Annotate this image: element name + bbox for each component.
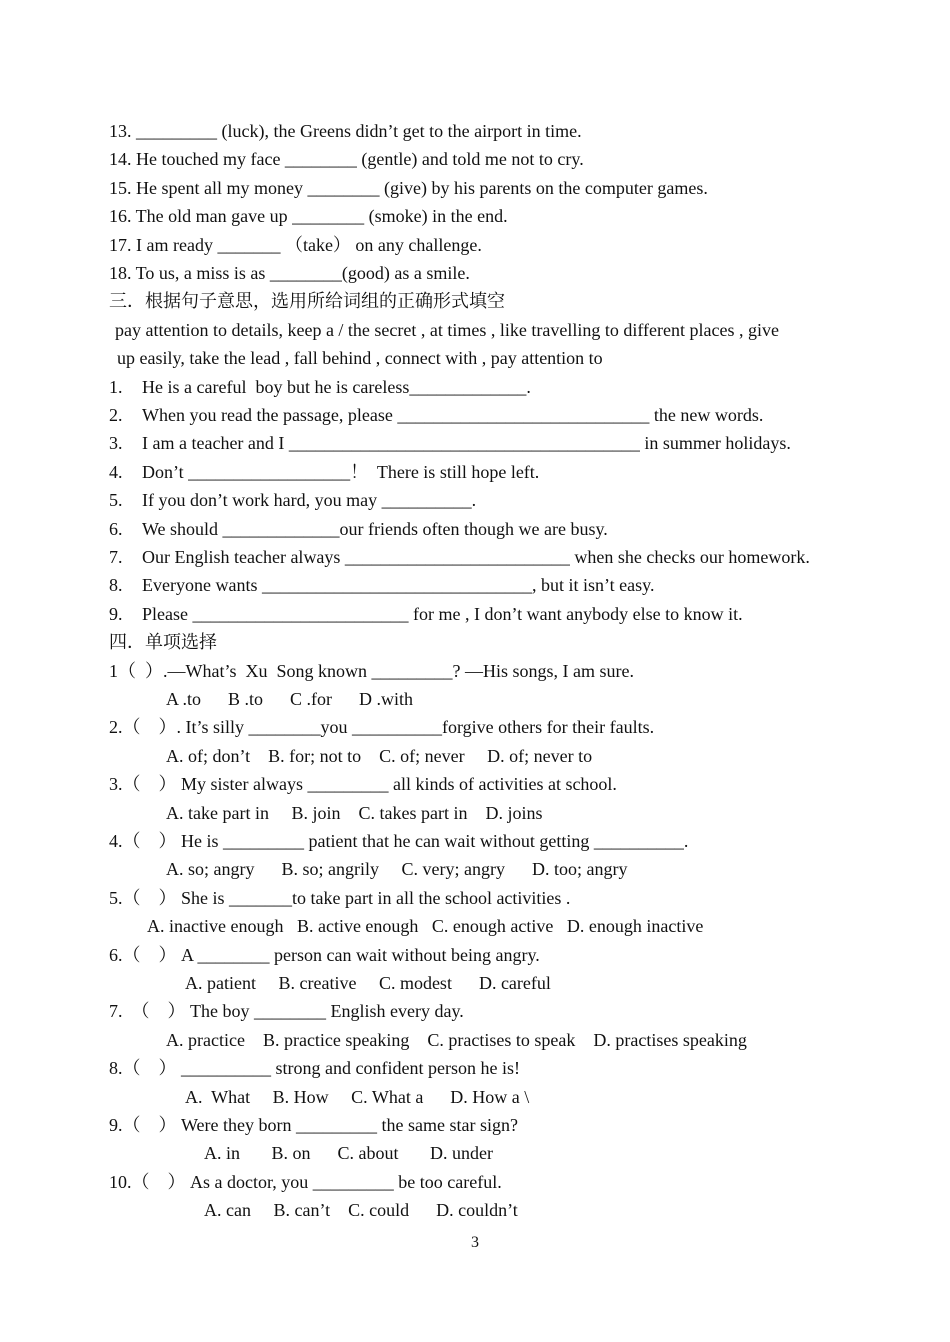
question-options: A. in B. on C. about D. under [204, 1143, 493, 1163]
exercise-line: 13. _________ (luck), the Greens didn’t get to the airport in time. [109, 121, 582, 141]
exercise-line: 14. He touched my face ________ (gentle) and told me not to cry. [109, 149, 584, 169]
page-number: 3 [471, 1234, 479, 1251]
item-number: 8. [109, 575, 123, 595]
exercise-line: 17. I am ready _______ （take） on any challenge. [109, 235, 482, 255]
fill-in-item [109, 603, 743, 625]
exercise-line: 16. The old man gave up ________ (smoke) in the end. [109, 206, 508, 226]
question-stem: 10.（ ） As a doctor, you _________ be too careful. [109, 1172, 502, 1192]
section-heading: 三．根据句子意思，选用所给词组的正确形式填空 [109, 291, 505, 311]
item-text: Don’t __________________！ There is still hope left. [142, 462, 540, 482]
item-text: I am a teacher and I _______________________________________ in summer holidays. [142, 433, 791, 453]
fill-in-item [109, 574, 654, 596]
question-options: A .to B .to C .for D .with [166, 689, 414, 709]
question-stem: 4.（ ） He is _________ patient that he can wait without getting __________. [109, 831, 689, 851]
item-number: 6. [109, 519, 123, 539]
question-options: A. practice B. practice speaking C. practises to speak D. practises speaking [166, 1030, 747, 1050]
section-heading: 四．单项选择 [109, 632, 217, 652]
item-text: Our English teacher always _________________________ when she checks our homework. [142, 547, 810, 567]
item-number: 1. [109, 377, 123, 397]
exercise-line: 18. To us, a miss is as ________(good) as a smile. [109, 263, 470, 283]
question-stem: 6.（ ） A ________ person can wait without being angry. [109, 945, 540, 965]
question-options: A. patient B. creative C. modest D. careful [185, 973, 551, 993]
question-stem: 9.（ ） Were they born _________ the same star sign? [109, 1115, 518, 1135]
question-options: A. inactive enough B. active enough C. enough active D. enough inactive [147, 916, 704, 936]
question-stem: 2.（ ）. It’s silly ________you __________forgive others for their faults. [109, 717, 655, 737]
question-stem: 5.（ ） She is _______to take part in all the school activities . [109, 888, 571, 908]
item-text: Please ________________________ for me , I don’t want anybody else to know it. [142, 604, 743, 624]
item-number: 2. [109, 405, 123, 425]
item-number: 5. [109, 490, 123, 510]
question-options: A. can B. can’t C. could D. couldn’t [204, 1200, 518, 1220]
fill-in-item [109, 489, 476, 511]
fill-in-item [109, 376, 531, 398]
item-number: 7. [109, 547, 123, 567]
question-options: A. What B. How C. What a D. How a \ [185, 1087, 530, 1107]
question-options: A. take part in B. join C. takes part in D. joins [166, 803, 543, 823]
exercise-line: 15. He spent all my money ________ (give) by his parents on the computer games. [109, 178, 708, 198]
item-text: Everyone wants ______________________________, but it isn’t easy. [142, 575, 655, 595]
item-number: 3. [109, 433, 123, 453]
item-number: 4. [109, 462, 123, 482]
question-stem: 1（ ）.—What’s Xu Song known _________? —His songs, I am sure. [109, 661, 634, 681]
item-text: He is a careful boy but he is careless_____________. [142, 377, 531, 397]
fill-in-item [109, 432, 791, 454]
item-number: 9. [109, 604, 123, 624]
item-text: If you don’t work hard, you may __________. [142, 490, 477, 510]
item-text: When you read the passage, please ____________________________ the new words. [142, 405, 764, 425]
fill-in-item [109, 518, 608, 540]
question-options: A. of; don’t B. for; not to C. of; never D. of; never to [166, 746, 593, 766]
question-options: A. so; angry B. so; angrily C. very; angry D. too; angry [166, 859, 628, 879]
question-stem: 8.（ ） __________ strong and confident person he is! [109, 1058, 520, 1078]
phrase-bank: pay attention to details, keep a / the secret , at times , like travelling to different places , give [115, 320, 779, 340]
fill-in-item [109, 461, 539, 483]
item-text: We should _____________our friends often though we are busy. [142, 519, 608, 539]
fill-in-item [109, 404, 763, 426]
fill-in-item [109, 546, 810, 568]
phrase-bank: up easily, take the lead , fall behind , connect with , pay attention to [117, 348, 603, 368]
question-stem: 7. （ ） The boy ________ English every day. [109, 1001, 464, 1021]
question-stem: 3.（ ） My sister always _________ all kinds of activities at school. [109, 774, 617, 794]
